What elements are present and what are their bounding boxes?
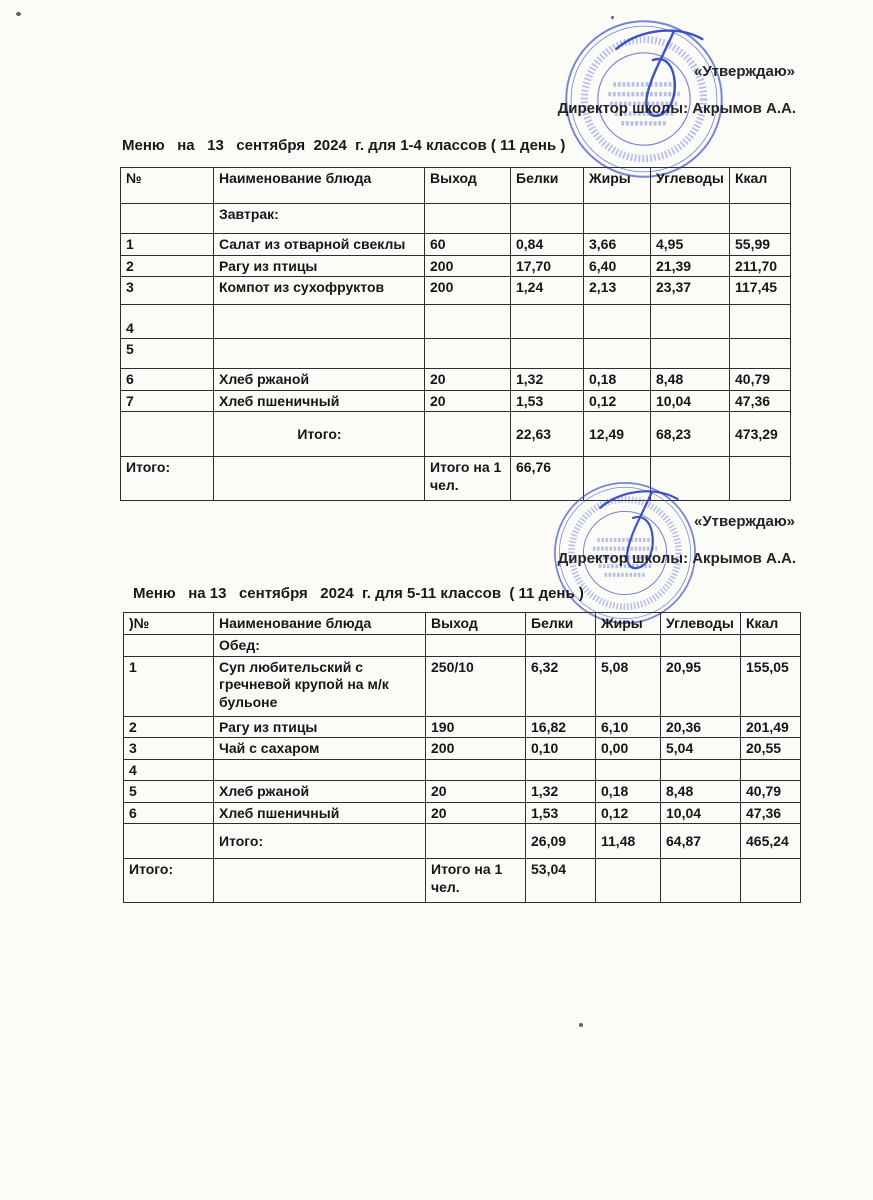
approve-label: «Утверждаю»	[693, 513, 795, 530]
table-cell	[425, 412, 511, 457]
totals-label: Итого:	[121, 457, 214, 501]
table-cell: 3,66	[584, 234, 651, 256]
table-cell: Хлеб пшеничный	[214, 390, 425, 412]
column-header: Наименование блюда	[214, 168, 425, 204]
table-row	[121, 204, 791, 234]
table-cell	[651, 204, 730, 234]
table-cell: 0,00	[596, 738, 661, 760]
table-cell	[741, 859, 801, 903]
table-cell: 6,10	[596, 716, 661, 738]
table-cell: 47,36	[741, 802, 801, 824]
table-cell: 4	[121, 305, 214, 339]
table-cell: 211,70	[730, 255, 791, 277]
column-header: Жиры	[596, 613, 661, 635]
menu2-title: Меню на 13 сентября 2024 г. для 5-11 классов ( 11 день )	[133, 585, 584, 602]
table-cell: Хлеб ржаной	[214, 369, 425, 391]
table-cell: 465,24	[741, 824, 801, 859]
column-header: Наименование блюда	[214, 613, 426, 635]
director-label: Директор школы: Акрымов А.А.	[557, 550, 796, 567]
table-cell: 5,04	[661, 738, 741, 760]
table-cell: 3	[124, 738, 214, 760]
table-cell: 6	[121, 369, 214, 391]
table-cell: 23,37	[651, 277, 730, 305]
table-cell: 1,24	[511, 277, 584, 305]
table-cell: Обед:	[214, 635, 426, 657]
table-header-row	[121, 168, 791, 204]
table-cell: 1,53	[511, 390, 584, 412]
table-cell	[214, 339, 425, 369]
table-cell: 20	[426, 781, 526, 803]
per-person-value: 53,04	[526, 859, 596, 903]
scan-speck	[16, 12, 21, 16]
table-row	[124, 759, 801, 781]
table-cell	[214, 759, 426, 781]
table-header-row	[124, 613, 801, 635]
table-cell: 6,40	[584, 255, 651, 277]
table-cell: 20,55	[741, 738, 801, 760]
table-cell: 200	[426, 738, 526, 760]
table-cell	[584, 204, 651, 234]
table-row	[124, 635, 801, 657]
table-cell: 5	[121, 339, 214, 369]
table-cell	[425, 305, 511, 339]
table-cell: 0,18	[584, 369, 651, 391]
table-cell	[584, 339, 651, 369]
scan-speck	[579, 1023, 583, 1027]
table-cell: 4	[124, 759, 214, 781]
table-cell: Рагу из птицы	[214, 716, 426, 738]
table-cell: 20,95	[661, 656, 741, 716]
table-cell: 20	[425, 369, 511, 391]
column-header: Углеводы	[651, 168, 730, 204]
table-cell: 64,87	[661, 824, 741, 859]
totals-row	[121, 412, 791, 457]
table-cell: 5	[124, 781, 214, 803]
table-cell	[526, 759, 596, 781]
column-header: №	[121, 168, 214, 204]
table-cell: 60	[425, 234, 511, 256]
column-header: Ккал	[741, 613, 801, 635]
table-cell: 10,04	[661, 802, 741, 824]
table-cell: 250/10	[426, 656, 526, 716]
table-cell	[214, 859, 426, 903]
table-cell: 7	[121, 390, 214, 412]
table-cell: 4,95	[651, 234, 730, 256]
table-cell	[661, 859, 741, 903]
table-cell: 473,29	[730, 412, 791, 457]
table-cell: 3	[121, 277, 214, 305]
table-cell	[584, 305, 651, 339]
table-cell: 20	[425, 390, 511, 412]
table-cell: 0,10	[526, 738, 596, 760]
table-cell	[121, 204, 214, 234]
table-cell	[511, 339, 584, 369]
column-header: Белки	[511, 168, 584, 204]
table-cell: 10,04	[651, 390, 730, 412]
table-cell: 0,18	[596, 781, 661, 803]
table-cell: 47,36	[730, 390, 791, 412]
table-cell: 0,12	[596, 802, 661, 824]
table-cell	[661, 759, 741, 781]
table-cell: 1,32	[511, 369, 584, 391]
table-cell	[426, 759, 526, 781]
table-cell	[426, 824, 526, 859]
table-cell: 0,84	[511, 234, 584, 256]
table-cell: 1,53	[526, 802, 596, 824]
totals-label: Итого:	[214, 412, 425, 457]
table-row	[121, 234, 791, 256]
table-cell: 20,36	[661, 716, 741, 738]
table-cell: 155,05	[741, 656, 801, 716]
totals-label: Итого:	[124, 859, 214, 903]
table-cell: Рагу из птицы	[214, 255, 425, 277]
table-cell: 6	[124, 802, 214, 824]
table-cell	[741, 759, 801, 781]
table-cell	[425, 339, 511, 369]
table-cell	[511, 305, 584, 339]
per-person-label: Итого на 1 чел.	[426, 859, 526, 903]
table-cell: Завтрак:	[214, 204, 425, 234]
table-cell: 20	[426, 802, 526, 824]
column-header: Белки	[526, 613, 596, 635]
table-cell	[596, 859, 661, 903]
table-cell: Чай с сахаром	[214, 738, 426, 760]
table-cell: 2	[124, 716, 214, 738]
table-cell	[730, 305, 791, 339]
table-cell	[124, 635, 214, 657]
table-cell	[214, 457, 425, 501]
table-cell	[741, 635, 801, 657]
table-cell: 1	[121, 234, 214, 256]
table-row	[124, 738, 801, 760]
table-cell	[730, 457, 791, 501]
table-cell: Суп любительский с гречневой крупой на м/к бульоне	[214, 656, 426, 716]
table-cell: 201,49	[741, 716, 801, 738]
column-header: Выход	[425, 168, 511, 204]
table-cell	[214, 305, 425, 339]
table-cell	[651, 305, 730, 339]
table-cell: 200	[425, 255, 511, 277]
table-cell: 22,63	[511, 412, 584, 457]
table-cell: 1,32	[526, 781, 596, 803]
table-cell	[730, 204, 791, 234]
table-cell: 1	[124, 656, 214, 716]
table-row	[121, 255, 791, 277]
column-header: )№	[124, 613, 214, 635]
table-cell: Компот из сухофруктов	[214, 277, 425, 305]
table-cell: 55,99	[730, 234, 791, 256]
table-cell: 68,23	[651, 412, 730, 457]
totals-label: Итого:	[214, 824, 426, 859]
table-cell	[661, 635, 741, 657]
table-row	[121, 277, 791, 305]
table-cell: Хлеб пшеничный	[214, 802, 426, 824]
column-header: Жиры	[584, 168, 651, 204]
column-header: Углеводы	[661, 613, 741, 635]
table-cell: 40,79	[730, 369, 791, 391]
table-cell: 12,49	[584, 412, 651, 457]
table-row	[121, 369, 791, 391]
table-cell: 0,12	[584, 390, 651, 412]
table-cell	[596, 759, 661, 781]
table-row	[124, 656, 801, 716]
table-cell: 21,39	[651, 255, 730, 277]
table-row	[121, 390, 791, 412]
table-cell: 117,45	[730, 277, 791, 305]
table-row	[124, 716, 801, 738]
table-cell: 5,08	[596, 656, 661, 716]
totals-row	[124, 824, 801, 859]
table-cell: 2	[121, 255, 214, 277]
column-header: Ккал	[730, 168, 791, 204]
table-cell: Салат из отварной свеклы	[214, 234, 425, 256]
table-cell	[730, 339, 791, 369]
table-row	[124, 802, 801, 824]
table-cell: 16,82	[526, 716, 596, 738]
table-cell	[425, 204, 511, 234]
table-cell	[596, 635, 661, 657]
table-cell	[511, 204, 584, 234]
per-person-row	[124, 859, 801, 903]
table-cell: 200	[425, 277, 511, 305]
per-person-value: 66,76	[511, 457, 584, 501]
menu1-title: Меню на 13 сентября 2024 г. для 1-4 классов ( 11 день )	[122, 137, 566, 154]
table-cell: 11,48	[596, 824, 661, 859]
table-cell: 6,32	[526, 656, 596, 716]
table-row	[121, 339, 791, 369]
official-stamp-seal-icon	[563, 18, 725, 180]
table-cell: 190	[426, 716, 526, 738]
table-cell	[651, 339, 730, 369]
table-cell: 8,48	[661, 781, 741, 803]
director-label: Директор школы: Акрымов А.А.	[557, 100, 796, 117]
approve-label: «Утверждаю»	[693, 63, 795, 80]
table-cell	[526, 635, 596, 657]
table-cell	[121, 412, 214, 457]
column-header: Выход	[426, 613, 526, 635]
table-cell: 40,79	[741, 781, 801, 803]
table-cell	[426, 635, 526, 657]
per-person-label: Итого на 1 чел.	[425, 457, 511, 501]
menu-table-2	[123, 612, 801, 903]
table-cell: 17,70	[511, 255, 584, 277]
table-cell: Хлеб ржаной	[214, 781, 426, 803]
table-cell: 26,09	[526, 824, 596, 859]
menu-table-1	[120, 167, 791, 501]
table-cell	[124, 824, 214, 859]
table-row	[121, 305, 791, 339]
table-row	[124, 781, 801, 803]
table-cell: 8,48	[651, 369, 730, 391]
table-cell: 2,13	[584, 277, 651, 305]
